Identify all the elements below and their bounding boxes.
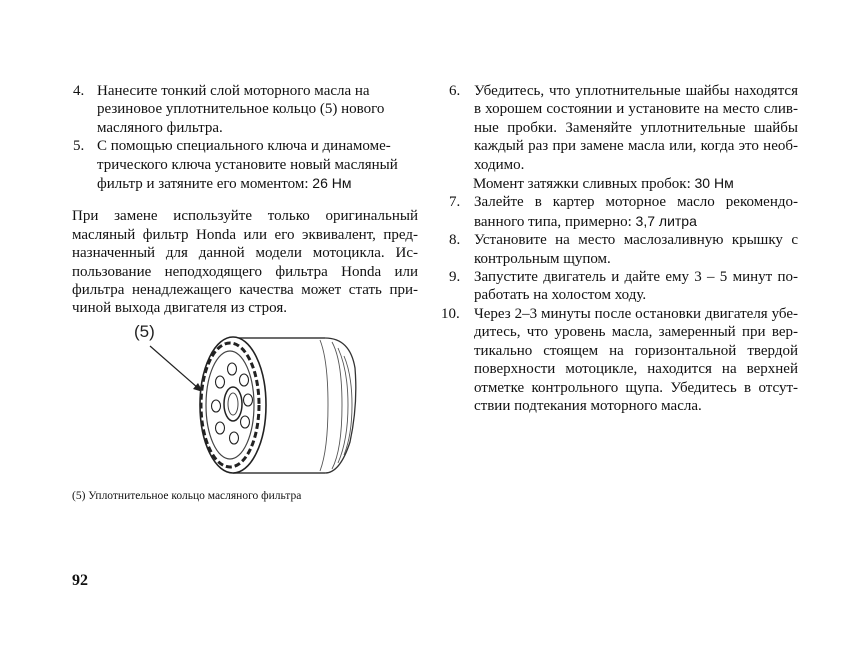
step-number: 8. xyxy=(449,232,461,249)
warning-paragraph: При замене используйте только оригинальный масляный фильтр Honda или его эквивалент, пред-назначенный для данной модели мотоцикла. Ис-пользование неподходящего фильтра Honda или фильтра ненадлежащего качества может стать при-чиной выхода двигателя из строя. xyxy=(72,208,418,317)
step-line: Нанесите тонкий слой моторного масла на xyxy=(97,83,370,99)
oil-filter-figure xyxy=(110,320,390,490)
left-column xyxy=(72,82,418,318)
step-10 xyxy=(441,305,798,415)
step-text xyxy=(97,82,418,137)
step-7 xyxy=(448,193,798,231)
step-line: С помощью специального ключа и динамоме- xyxy=(97,138,391,155)
step-number: 10. xyxy=(441,305,460,322)
torque-value: 26 Нм xyxy=(312,175,352,192)
callout-label: (5) xyxy=(134,322,155,341)
step-number: 4. xyxy=(73,83,85,99)
step-6 xyxy=(448,82,798,174)
step-text: Убедитесь, что уплотнительные шайбы находятся в хорошем состоянии и установите на место слив-ные пробки. Заменяйте уплотнительные шайбы каждый раз при замене масла или, когда это необ-ходимо. xyxy=(474,83,798,173)
step-9 xyxy=(448,268,798,305)
step-number: 7. xyxy=(449,194,461,211)
step-4 xyxy=(72,82,418,137)
step-number: 5. xyxy=(73,138,85,155)
step-line: резиновое уплотнительное кольцо (5) нового xyxy=(97,101,385,118)
step-text: Через 2–3 минуты после остановки двигателя убе-дитесь, что уровень масла, замеренный при вер-тикально стоящем на горизонтальной твердой поверхности мотоцикле, находится на верхней отметке контрольного щупа. Убедитесь в отсут-ствии подтекания моторного масла. xyxy=(474,305,798,414)
right-column xyxy=(441,82,798,415)
step-text-body: Залейте в картер моторное масло рекомендо-ванного типа, примерно: xyxy=(474,194,798,230)
page-number: 92 xyxy=(72,572,88,589)
step-number: 9. xyxy=(449,269,461,286)
step-text: Установите на место маслозаливную крышку с контрольным щупом. xyxy=(474,232,798,267)
torque-value: 30 Нм xyxy=(694,175,734,192)
step-line: трического ключа установите новый масляный xyxy=(97,156,398,173)
callout-line xyxy=(150,346,198,388)
step-line xyxy=(97,174,418,193)
step-number: 6. xyxy=(449,83,461,99)
center-thread xyxy=(224,387,242,421)
oil-filter-illustration xyxy=(110,320,390,490)
drain-plug-torque xyxy=(448,174,798,193)
step-line: масляного фильтра. xyxy=(97,119,223,136)
figure-caption: (5) Уплотнительное кольцо масляного фильтра xyxy=(72,490,302,502)
step-text xyxy=(97,137,418,193)
step-8 xyxy=(448,231,798,268)
step-line-text: фильтр и затяните его моментом: xyxy=(97,176,313,193)
step-text: Запустите двигатель и дайте ему 3 – 5 минут по-работать на холостом ходу. xyxy=(474,269,798,304)
oil-volume: 3,7 литра xyxy=(635,212,697,229)
step-5 xyxy=(72,137,418,193)
step-text xyxy=(474,193,798,231)
torque-label: Момент затяжки сливных пробок: xyxy=(473,176,695,193)
